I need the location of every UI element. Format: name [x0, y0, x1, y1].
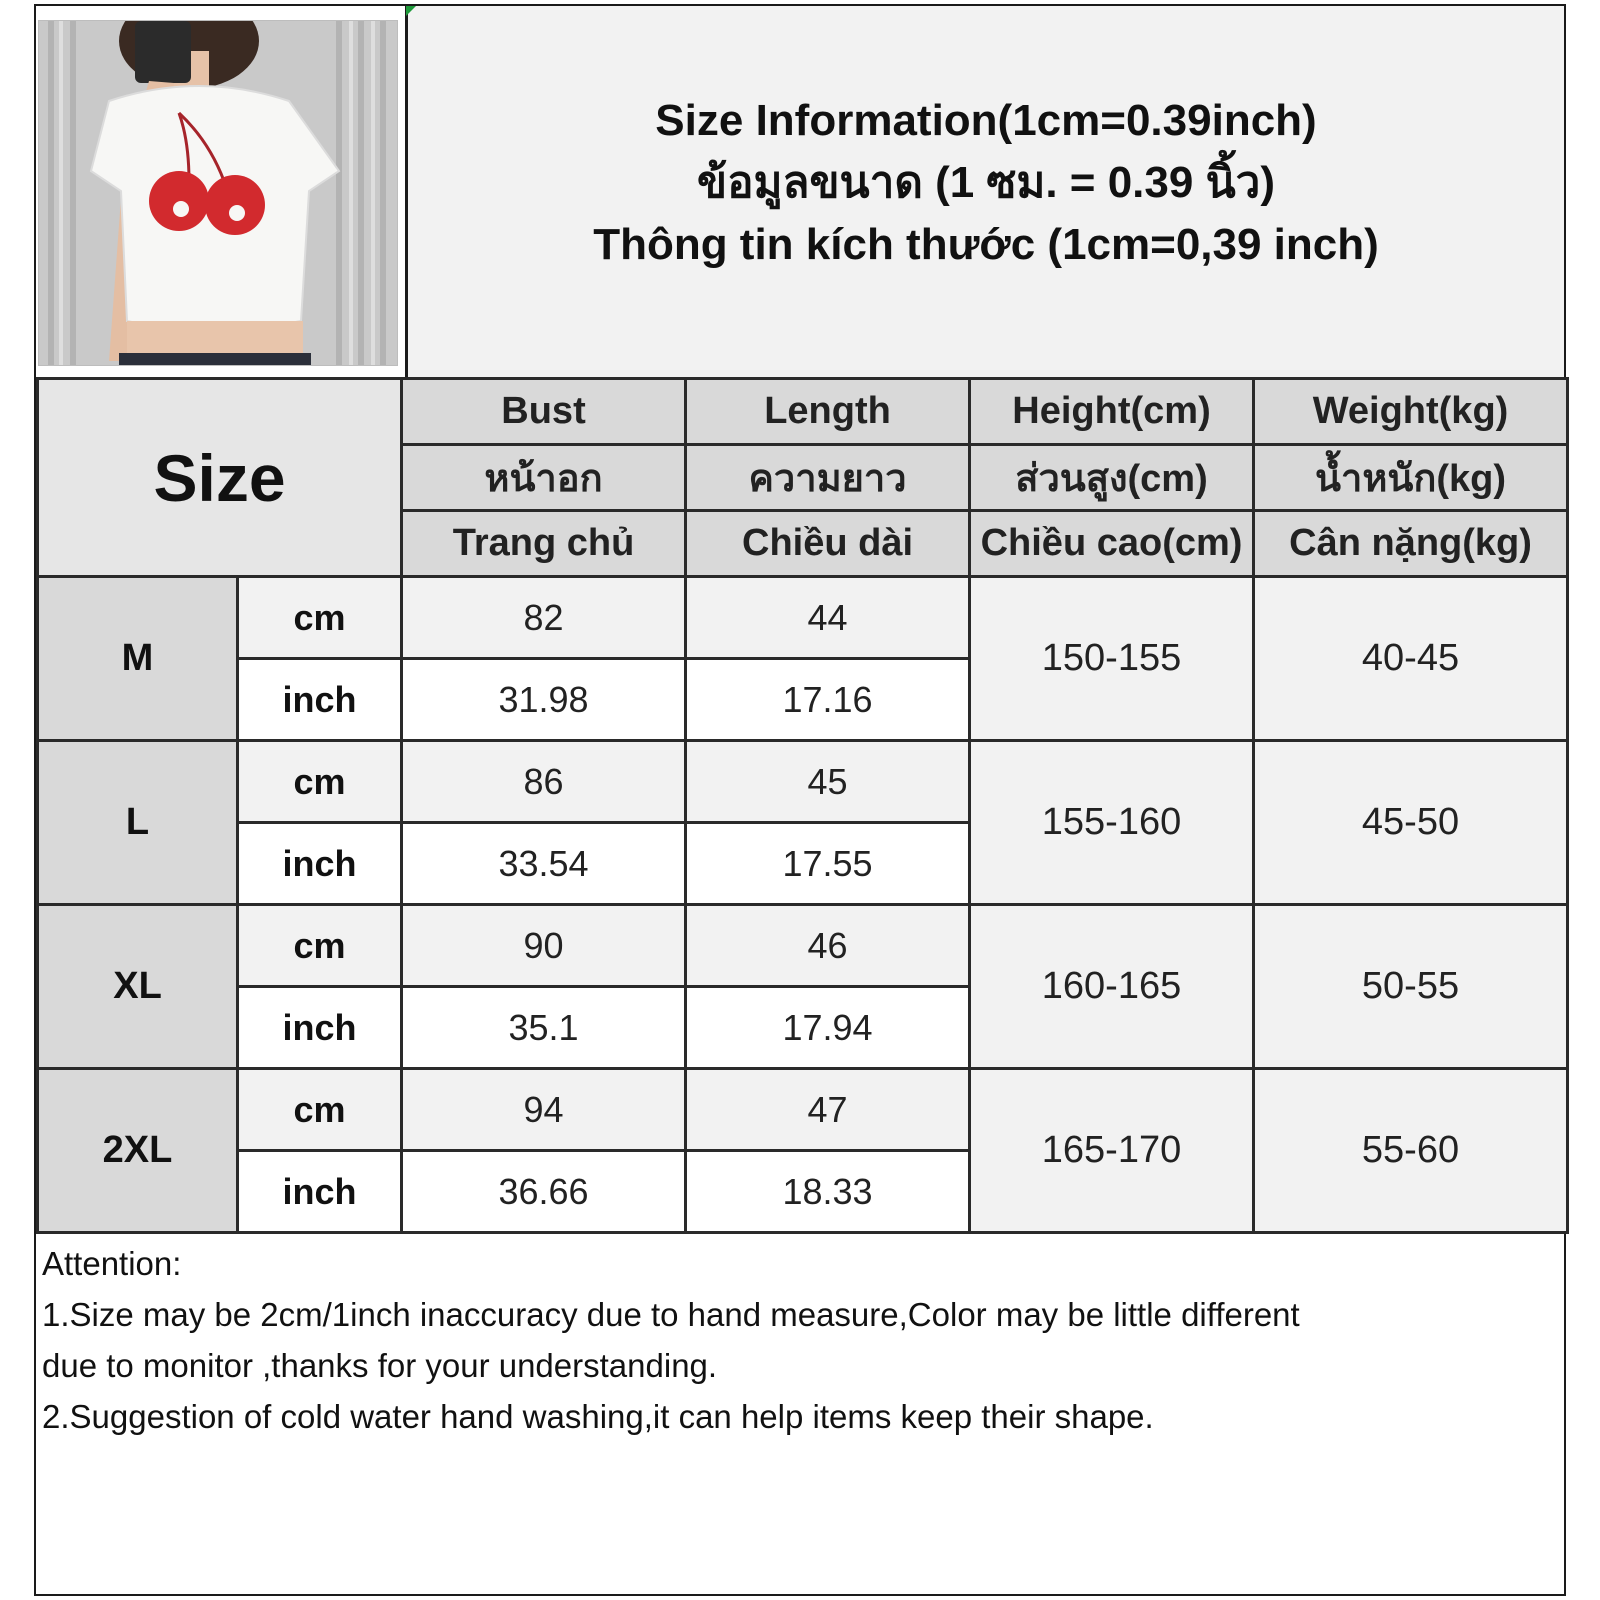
length-cm: 44 [686, 577, 970, 659]
weight-range: 40-45 [1254, 577, 1568, 741]
col-header-weight-vi: Cân nặng(kg) [1254, 511, 1568, 577]
col-header-bust-en: Bust [402, 379, 686, 445]
title-english: Size Information(1cm=0.39inch) [655, 95, 1317, 145]
title-vietnamese: Thông tin kích thước (1cm=0,39 inch) [593, 219, 1379, 269]
attention-notes [42, 1238, 1558, 1442]
weight-range: 45-50 [1254, 741, 1568, 905]
bust-cm: 94 [402, 1069, 686, 1151]
bust-cm: 86 [402, 741, 686, 823]
note-1b: due to monitor ,thanks for your understanding. [42, 1347, 718, 1384]
weight-range: 55-60 [1254, 1069, 1568, 1233]
col-header-length-en: Length [686, 379, 970, 445]
header-row-en [38, 379, 1568, 445]
bust-cm: 90 [402, 905, 686, 987]
length-inch: 17.16 [686, 659, 970, 741]
length-inch: 18.33 [686, 1151, 970, 1233]
height-range: 150-155 [970, 577, 1254, 741]
unit-label: inch [238, 1151, 402, 1233]
bust-inch: 33.54 [402, 823, 686, 905]
length-cm: 46 [686, 905, 970, 987]
unit-label: cm [238, 741, 402, 823]
unit-label: inch [238, 659, 402, 741]
col-header-length-vi: Chiều dài [686, 511, 970, 577]
height-range: 160-165 [970, 905, 1254, 1069]
col-header-weight-en: Weight(kg) [1254, 379, 1568, 445]
size-chart [34, 4, 1566, 1596]
bust-inch: 36.66 [402, 1151, 686, 1233]
col-header-height-th: ส่วนสูง(cm) [970, 445, 1254, 511]
unit-label: cm [238, 577, 402, 659]
size-column-header: Size [38, 379, 402, 577]
length-cm: 45 [686, 741, 970, 823]
table-row [38, 1069, 1568, 1151]
col-header-weight-th: น้ำหนัก(kg) [1254, 445, 1568, 511]
unit-label: cm [238, 905, 402, 987]
title-box [408, 6, 1564, 377]
col-header-height-en: Height(cm) [970, 379, 1254, 445]
height-range: 165-170 [970, 1069, 1254, 1233]
corner-marker [406, 6, 416, 16]
unit-label: inch [238, 987, 402, 1069]
size-label: XL [38, 905, 238, 1069]
length-inch: 17.94 [686, 987, 970, 1069]
table-row [38, 905, 1568, 987]
length-inch: 17.55 [686, 823, 970, 905]
product-photo-icon [39, 21, 398, 366]
height-range: 155-160 [970, 741, 1254, 905]
size-label: L [38, 741, 238, 905]
bust-cm: 82 [402, 577, 686, 659]
chart-header [36, 6, 1564, 380]
col-header-bust-th: หน้าอก [402, 445, 686, 511]
product-photo [38, 20, 398, 366]
notes-heading: Attention: [42, 1245, 182, 1282]
col-header-bust-vi: Trang chủ [402, 511, 686, 577]
size-label: M [38, 577, 238, 741]
title-thai: ข้อมูลขนาด (1 ซม. = 0.39 นิ้ว) [696, 157, 1275, 207]
table-row [38, 741, 1568, 823]
col-header-height-vi: Chiều cao(cm) [970, 511, 1254, 577]
unit-label: inch [238, 823, 402, 905]
note-1a: 1.Size may be 2cm/1inch inaccuracy due to hand measure,Color may be little different [42, 1296, 1300, 1333]
unit-label: cm [238, 1069, 402, 1151]
bust-inch: 31.98 [402, 659, 686, 741]
length-cm: 47 [686, 1069, 970, 1151]
size-label: 2XL [38, 1069, 238, 1233]
note-2: 2.Suggestion of cold water hand washing,it can help items keep their shape. [42, 1398, 1154, 1435]
col-header-length-th: ความยาว [686, 445, 970, 511]
bust-inch: 35.1 [402, 987, 686, 1069]
table-row [38, 577, 1568, 659]
size-table [36, 377, 1569, 1234]
weight-range: 50-55 [1254, 905, 1568, 1069]
